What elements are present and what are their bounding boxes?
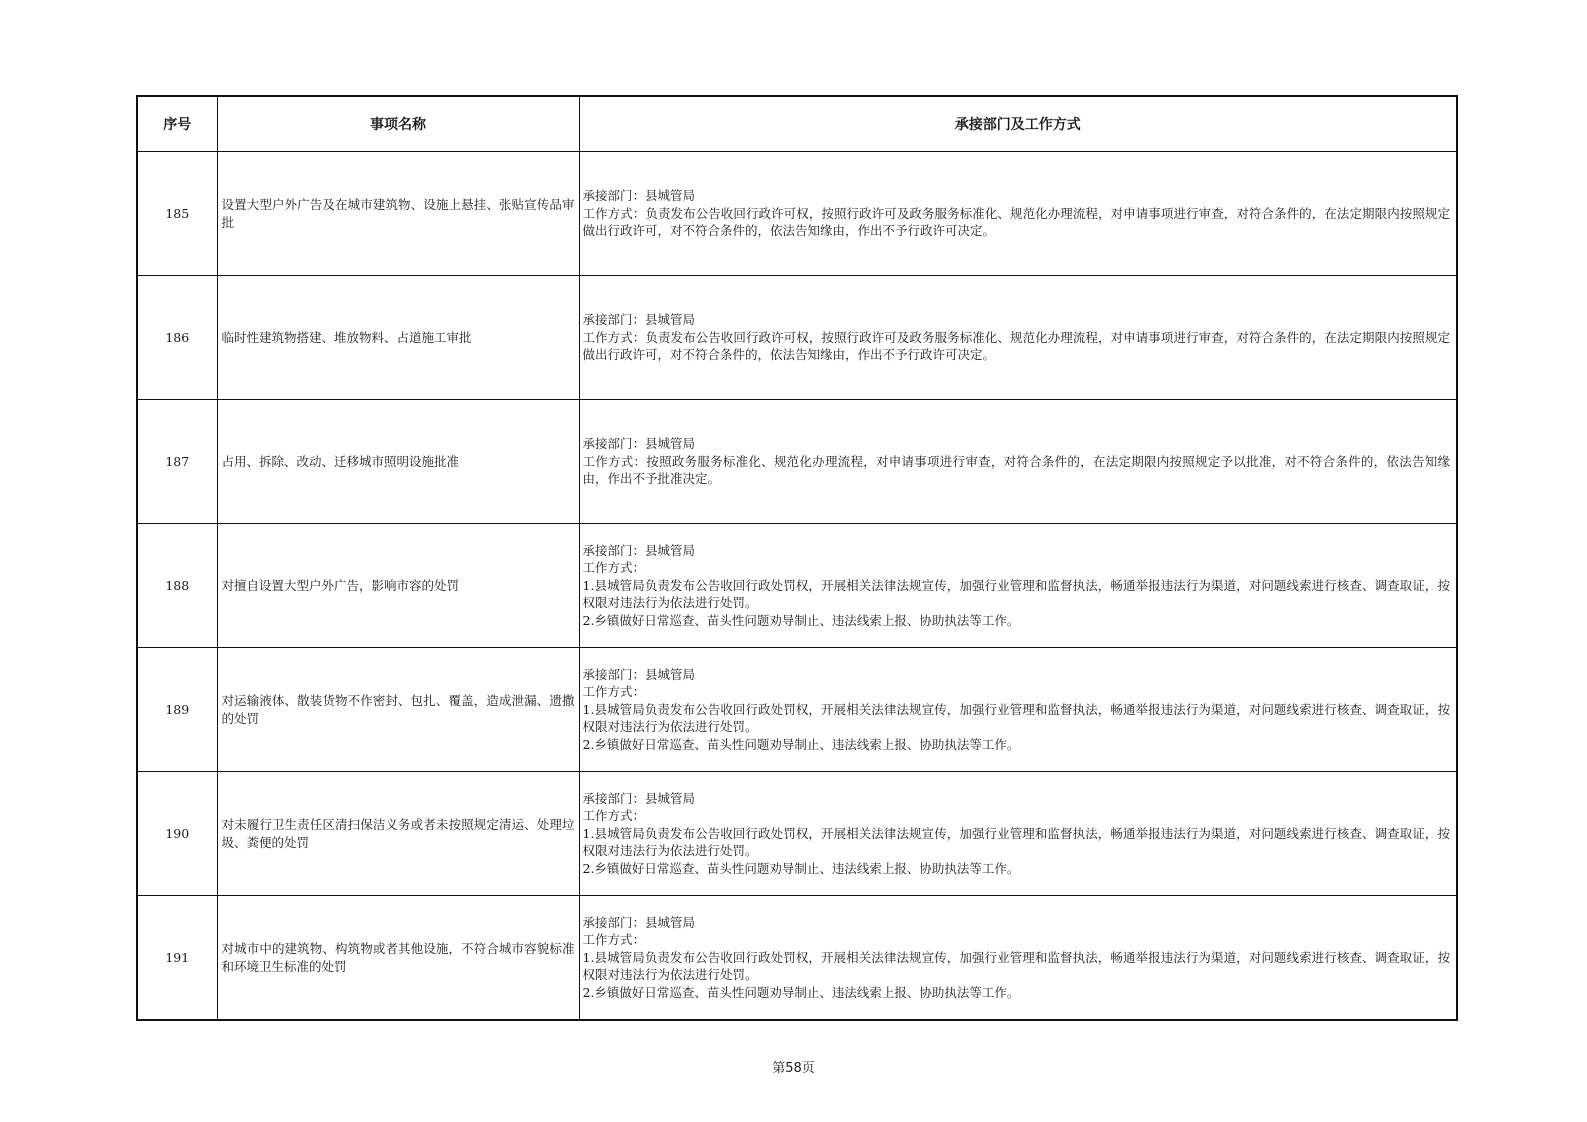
header-dept: 承接部门及工作方式 (579, 96, 1457, 152)
work-method-item: 1.县城管局负责发布公告收回行政处罚权，开展相关法律法规宣传，加强行业管理和监督执法，畅通举报违法行为渠道，对问题线索进行核查、调查取证，按权限对违法行为依法进行处罚。 (582, 949, 1450, 983)
row-dept-method (579, 524, 1457, 648)
work-method-item: 2.乡镇做好日常巡查、苗头性问题劝导制止、违法线索上报、协助执法等工作。 (582, 984, 1020, 1000)
work-method: 工作方式： (582, 560, 646, 576)
table-row (137, 276, 1457, 400)
row-item-name: 对城市中的建筑物、构筑物或者其他设施，不符合城市容貌标准和环境卫生标准的处罚 (217, 896, 579, 1021)
dept-line: 承接部门：县城管局 (582, 914, 696, 930)
row-seq: 191 (137, 896, 217, 1021)
row-seq: 190 (137, 772, 217, 896)
dept-line: 承接部门：县城管局 (582, 542, 696, 558)
header-seq: 序号 (137, 96, 217, 152)
row-item-name: 对运输液体、散装货物不作密封、包扎、覆盖，造成泄漏、遗撒的处罚 (217, 648, 579, 772)
work-method: 工作方式：按照政务服务标准化、规范化办理流程，对申请事项进行审查，对符合条件的，在法定期限内按照规定予以批准，对不符合条件的，依法告知缘由，作出不予批准决定。 (582, 453, 1450, 487)
work-method-item: 2.乡镇做好日常巡查、苗头性问题劝导制止、违法线索上报、协助执法等工作。 (582, 736, 1020, 752)
work-method-item: 1.县城管局负责发布公告收回行政处罚权，开展相关法律法规宣传，加强行业管理和监督执法，畅通举报违法行为渠道，对问题线索进行核查、调查取证，按权限对违法行为依法进行处罚。 (582, 825, 1450, 859)
row-seq: 189 (137, 648, 217, 772)
work-method-item: 2.乡镇做好日常巡查、苗头性问题劝导制止、违法线索上报、协助执法等工作。 (582, 860, 1020, 876)
matters-table (136, 95, 1458, 1021)
table-row (137, 772, 1457, 896)
dept-line: 承接部门：县城管局 (582, 436, 696, 452)
row-dept-method (579, 276, 1457, 400)
row-dept-method (579, 648, 1457, 772)
row-item-name: 占用、拆除、改动、迁移城市照明设施批准 (217, 400, 579, 524)
table-row (137, 896, 1457, 1021)
work-method: 工作方式： (582, 932, 646, 948)
row-item-name: 对擅自设置大型户外广告，影响市容的处罚 (217, 524, 579, 648)
dept-line: 承接部门：县城管局 (582, 188, 696, 204)
row-item-name: 设置大型户外广告及在城市建筑物、设施上悬挂、张贴宣传品审批 (217, 152, 579, 276)
dept-line: 承接部门：县城管局 (582, 666, 696, 682)
work-method: 工作方式：负责发布公告收回行政许可权，按照行政许可及政务服务标准化、规范化办理流程，对申请事项进行审查，对符合条件的，在法定期限内按照规定做出行政许可，对不符合条件的，依法告知缘由，作出不予行政许可决定。 (582, 205, 1450, 239)
work-method: 工作方式： (582, 684, 646, 700)
page-number: 第58页 (772, 1061, 815, 1076)
row-item-name: 临时性建筑物搭建、堆放物料、占道施工审批 (217, 276, 579, 400)
row-seq: 185 (137, 152, 217, 276)
row-seq: 186 (137, 276, 217, 400)
table-row (137, 400, 1457, 524)
row-dept-method (579, 772, 1457, 896)
row-item-name: 对未履行卫生责任区清扫保洁义务或者未按照规定清运、处理垃圾、粪便的处罚 (217, 772, 579, 896)
work-method-item: 2.乡镇做好日常巡查、苗头性问题劝导制止、违法线索上报、协助执法等工作。 (582, 612, 1020, 628)
header-name: 事项名称 (217, 96, 579, 152)
work-method: 工作方式： (582, 808, 646, 824)
row-seq: 188 (137, 524, 217, 648)
table-row (137, 152, 1457, 276)
dept-line: 承接部门：县城管局 (582, 312, 696, 328)
table-row (137, 648, 1457, 772)
dept-line: 承接部门：县城管局 (582, 790, 696, 806)
table-row (137, 524, 1457, 648)
row-dept-method (579, 896, 1457, 1021)
work-method: 工作方式：负责发布公告收回行政许可权，按照行政许可及政务服务标准化、规范化办理流程，对申请事项进行审查，对符合条件的，在法定期限内按照规定做出行政许可，对不符合条件的，依法告知缘由，作出不予行政许可决定。 (582, 329, 1450, 363)
row-dept-method (579, 152, 1457, 276)
table-body (137, 152, 1457, 1021)
work-method-item: 1.县城管局负责发布公告收回行政处罚权，开展相关法律法规宣传，加强行业管理和监督执法，畅通举报违法行为渠道，对问题线索进行核查、调查取证，按权限对违法行为依法进行处罚。 (582, 577, 1450, 611)
work-method-item: 1.县城管局负责发布公告收回行政处罚权，开展相关法律法规宣传，加强行业管理和监督执法，畅通举报违法行为渠道，对问题线索进行核查、调查取证，按权限对违法行为依法进行处罚。 (582, 701, 1450, 735)
row-seq: 187 (137, 400, 217, 524)
row-dept-method (579, 400, 1457, 524)
table-header-row (137, 96, 1457, 152)
